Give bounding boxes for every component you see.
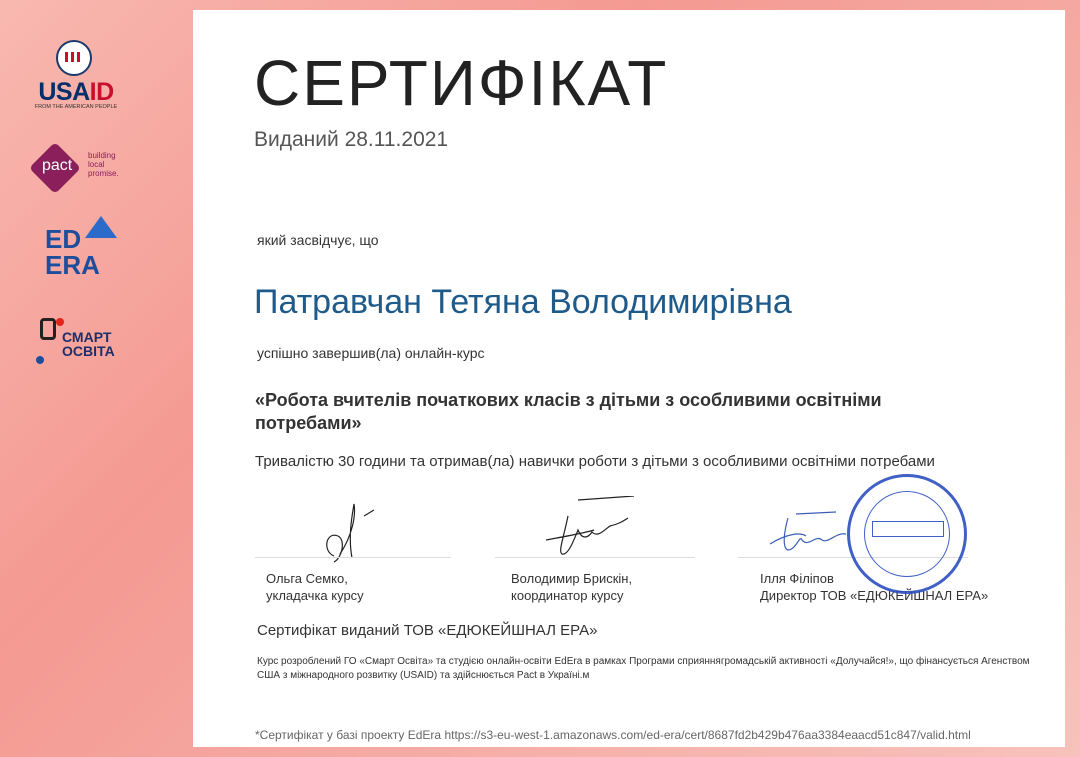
signer-1-name: Ольга Семко, <box>266 571 348 586</box>
smart-line1: СМАРТ <box>62 329 112 345</box>
course-duration: Тривалістю 30 години та отримав(ла) навички роботи з дітьми з особливими освітніми потребами <box>255 453 935 470</box>
usaid-tagline: FROM THE AMERICAN PEOPLE <box>34 104 118 110</box>
edera-line2: ERA <box>45 250 100 280</box>
verification-link[interactable]: *Сертифікат у базі проекту EdEra https://s3-eu-west-1.amazonaws.com/ed-era/cert/8687fd2b429b476aa3384eaacd51c847/valid.html <box>255 728 971 742</box>
certificate-title: СЕРТИФІКАТ <box>254 47 669 119</box>
usaid-word-accent: ID <box>89 78 114 106</box>
signer-3-name: Ілля Філіпов <box>760 571 834 586</box>
usaid-word: USA <box>38 78 90 106</box>
funding-note: Курс розроблений ГО «Смарт Освіта» та студією онлайн-освіти EdEra в рамках Програми сприяннягромадській активності «Долучайся!», що фінансується Агенством США з міжнародного розвитку (USAID) та здійснюється Pact в Україні.м <box>257 656 1030 681</box>
usaid-seal-icon <box>56 40 92 76</box>
usaid-logo <box>30 40 122 112</box>
recipient-name: Патравчан Тетяна Володимирівна <box>254 283 792 321</box>
completed-text: успішно завершив(ла) онлайн-курс <box>257 345 485 361</box>
pact-name: pact <box>42 157 73 174</box>
smart-osvita-logo <box>36 310 136 368</box>
course-title: «Робота вчителів початкових класів з дітьми з особливими освітніми потребами» <box>255 390 882 433</box>
company-stamp <box>847 474 967 594</box>
edera-flag-icon <box>85 216 117 238</box>
edera-logo <box>45 212 125 278</box>
pact-tagline: building local promise. <box>88 151 119 178</box>
signer-2-name: Володимир Брискін, <box>511 571 633 586</box>
signer-2 <box>511 570 632 604</box>
signer-2-role: координатор курсу <box>511 588 624 603</box>
pact-logo <box>32 143 132 195</box>
signer-1-role: укладачка курсу <box>266 588 364 603</box>
molecule-icon <box>40 318 56 340</box>
signature-line-1 <box>255 557 451 558</box>
signer-3-role: Директор ТОВ «ЕДЮКЕЙШНАЛ ЕРА» <box>760 588 989 603</box>
smart-line2: ОСВІТА <box>62 343 115 359</box>
testifies-text: який засвідчує, що <box>257 232 379 248</box>
signer-1 <box>266 570 364 604</box>
signature-line-2 <box>495 557 695 558</box>
issuer-text: Сертифікат виданий ТОВ «ЕДЮКЕЙШНАЛ ЕРА» <box>257 622 598 639</box>
issue-date: Виданий 28.11.2021 <box>254 128 449 151</box>
edera-line1: ED <box>45 224 82 254</box>
